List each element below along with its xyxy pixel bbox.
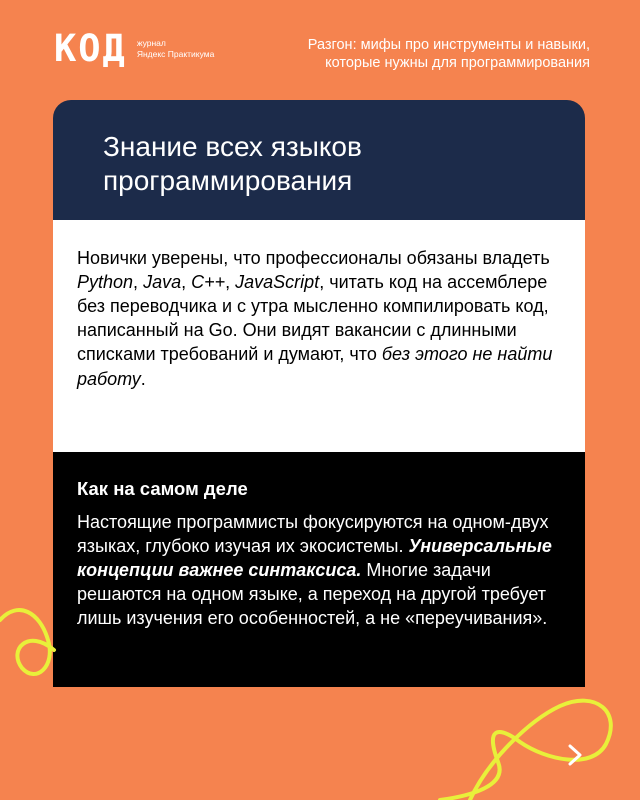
wire-left: [0, 610, 54, 674]
logo-sub-line2: Яндекс Практикума: [136, 48, 215, 59]
lang-java: Java: [143, 272, 182, 293]
myth-paragraph: [77, 246, 561, 391]
logo: [54, 27, 215, 70]
reality-block: [53, 452, 585, 687]
myth-emphasis: без этого не найти работу: [77, 344, 553, 389]
myth-title-line2: программирования: [103, 165, 353, 197]
reality-paragraph: [77, 510, 561, 631]
logo-word: КОД: [54, 27, 127, 70]
myth-title-block: [53, 100, 585, 220]
myth-text-1: Новички уверены, что профессионалы обязаны владеть: [77, 248, 550, 268]
chevron-right-icon[interactable]: [562, 742, 588, 768]
sep-3: ,: [225, 272, 236, 293]
myth-card: [53, 100, 585, 452]
header: [0, 0, 640, 100]
series-tagline: [290, 36, 590, 72]
myth-title: [103, 130, 535, 198]
logo-sub-line1: журнал: [136, 37, 166, 48]
myth-text-3: .: [140, 368, 146, 389]
myth-title-line1: Знание всех языков: [103, 131, 362, 162]
sep-1: ,: [133, 272, 144, 293]
sep-2: ,: [181, 272, 192, 293]
tagline-line1: Разгон: мифы про инструменты и навыки,: [307, 37, 590, 53]
reality-text-1: Настоящие программисты фокусируются на одном-двух языках, глубоко изучая их экосистемы.: [77, 512, 549, 557]
logo-subtitle: [137, 38, 215, 59]
lang-python: Python: [77, 272, 134, 293]
reality-heading: Как на самом деле: [77, 478, 248, 499]
reality-highlight: Универсальные концепции важнее синтаксиса.: [77, 536, 552, 581]
reality-text-2: Многие задачи решаются на одном языке, а переход на другой требует лишь изучения его особенностей, а не «переучивания».: [77, 560, 548, 629]
lang-cpp: C++: [191, 272, 226, 293]
tagline-line2: которые нужны для программирования: [325, 55, 590, 72]
myth-text-2: , читать код на ассемблере без переводчика и с утра мысленно компилировать код, написанный на Go. Они видят вакансии с длинными списками требований и думают, что: [77, 272, 549, 365]
lang-javascript: JavaScript: [235, 272, 320, 293]
myth-body: [53, 220, 585, 452]
